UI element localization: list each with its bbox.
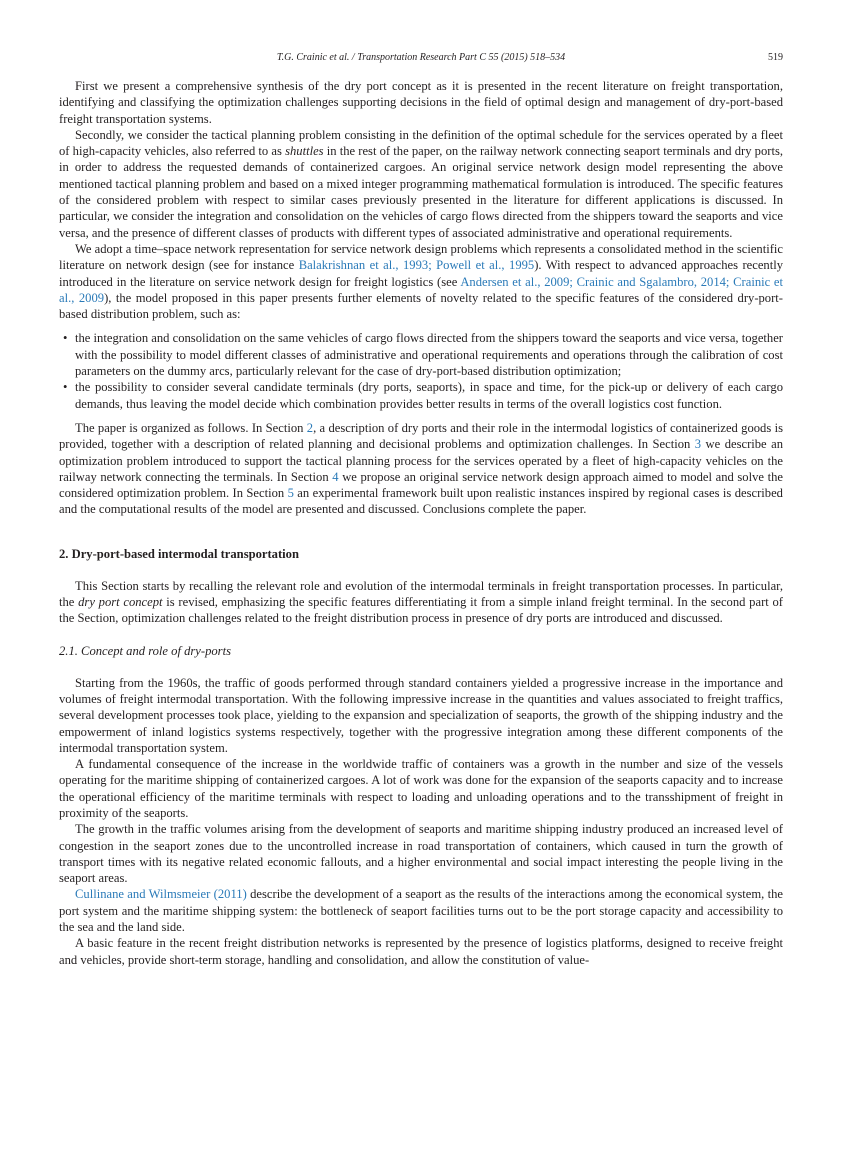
text-run: an experimental framework built upon realistic instances inspired by regional cases is described and the computational results of the model are presented and discussed. Conclusions complete the paper. — [59, 486, 783, 517]
section-link-3[interactable]: 3 — [694, 437, 702, 452]
text-run: This Section starts by recalling the relevant role and evolution of the intermodal terminals in freight transportation processes. In particular, the — [59, 578, 783, 610]
page — [59, 48, 783, 968]
section-2-1-paragraph-4 — [59, 886, 783, 935]
text-run: is revised, emphasizing the specific features differentiating it from a simple inland freight terminal. In the second part of the Section, optimization challenges related to the freight distribution process in presence of dry ports are introduced and discussed. — [59, 595, 783, 626]
intro-paragraph-4 — [59, 420, 783, 518]
section-2-paragraph-1 — [59, 578, 783, 627]
intro-paragraph-3 — [59, 241, 783, 322]
text-run: we describe an optimization problem introduced to support the tactical planning process for the services operated by a fleet of high-capacity vehicles on the railway network connecting the terminals. In Section — [59, 437, 783, 484]
text-run: The paper is organized as follows. In Section — [75, 420, 307, 435]
text-run: ), the model proposed in this paper presents further elements of novelty related to the specific features of the considered dry-port-based distribution problem, such as: — [59, 290, 783, 322]
intro-paragraph-1: First we present a comprehensive synthesis of the dry port concept as it is presented in the recent literature on freight transportation, identifying and classifying the optimization challenges supporting decisions in the field of optimal design and management of dry-port-based freight transportation systems. — [59, 79, 783, 126]
text-run: , a description of dry ports and their role in the intermodal logistics of containerized goods is provided, together with a description of related planning and decisional problems and optimization challenges. In Section — [59, 420, 783, 452]
text-run: in the rest of the paper, on the railway network connecting seaport terminals and dry ports, in order to address the requested demands of containerized cargoes. An original service network design model representing the above mentioned tactical planning problem and based on a mixed integer programming mathematical formulation is introduced. The specific features of the considered problem with respect to similar cases previously presented in the literature for different applications is discussed. In particular, we consider the integration and consolidation on the vehicles of cargo flows directed from the shippers toward the seaports and vice versa, and the presence of different classes of products with different types of associated administrative and operational requirements. — [59, 144, 784, 240]
text-run: ). With respect to advanced approaches recently introduced in the literature on service network design for freight logistics (see — [59, 258, 784, 289]
citation-link-balakrishnan-powell[interactable]: Balakrishnan et al., 1993; Powell et al., 1995 — [298, 258, 535, 273]
section-2-1-paragraph-1: Starting from the 1960s, the traffic of goods performed through standard containers yielded a progressive increase in the importance and volumes of freight intermodal transportation. With the following impressive increase in the quantities and values associated to freight traffics, several development processes took place, yielding to the expansion and specialization of seaports, the growth of the shipping industry and the empowerment of inland logistics systems respectively, together with the progressive integration among these different components of the intermodal transportation system. — [59, 675, 783, 755]
section-2-1-paragraph-5: A basic feature in the recent freight distribution networks is represented by the presence of logistics platforms, designed to receive freight and vehicles, provide short-term storage, handling and consolidation, and allow the constitution of value- — [59, 936, 783, 967]
running-title: T.G. Crainic et al. / Transportation Research Part C 55 (2015) 518–534 — [276, 52, 566, 63]
citation-link-cullinane[interactable]: Cullinane and Wilmsmeier (2011) — [75, 887, 247, 902]
list-item: • the possibility to consider several candidate terminals (dry ports, seaports), in space and time, for the pick-up or delivery of each cargo demands, thus leaving the model decide which combination provides better results in terms of the overall logistics cost function. — [59, 379, 783, 412]
running-header — [59, 48, 783, 70]
emphasis-dry-port-concept: dry port concept — [78, 595, 163, 610]
emphasis-shuttles: shuttles — [285, 144, 324, 159]
section-link-4[interactable]: 4 — [332, 469, 339, 484]
text-run: We adopt a time–space network representation for service network design problems which represents a consolidated method in the scientific literature on network design (see for instance — [59, 241, 783, 273]
section-2-1-paragraph-3: The growth in the traffic volumes arising from the development of seaports and maritime shipping industry produced an increased level of congestion in the seaport zones due to the uncontrolled increase in road transportation of containers, which caused in turn the growth of transport times with its negative related economic fallouts, and a higher environmental and social impact interesting the people living in the seaport areas. — [59, 822, 783, 886]
citation-link-andersen-crainic[interactable]: Andersen et al., 2009; Crainic and Sgalambro, 2014; Crainic et al., 2009 — [59, 274, 784, 305]
intro-paragraph-2 — [59, 127, 783, 241]
text-run: describe the development of a seaport as the results of the interactions among the economical system, the port system and the maritime shipping system: the bottleneck of seaport facilities turns out to be the port storage capacity and accessibility to the sea and the land side. — [59, 887, 783, 935]
section-2-heading: 2. Dry-port-based intermodal transportation — [59, 546, 299, 561]
section-2-1-heading: 2.1. Concept and role of dry-ports — [59, 643, 231, 658]
text-run: we propose an original service network design approach aimed to model and solve the considered optimization problem. In Section — [59, 469, 783, 501]
section-link-5[interactable]: 5 — [287, 486, 294, 501]
page-number: 519 — [768, 52, 783, 63]
section-2-1-paragraph-2: A fundamental consequence of the increase in the worldwide traffic of containers was a growth in the number and size of the vessels operating for the maritime shipping of containerized cargoes. A lot of work was done for the expansion of the seaports capacity and to increase the operational efficiency of the maritime terminals with respect to loading and unloading operations and to the transshipment of freight in proximity of the seaports. — [59, 757, 783, 820]
section-link-2[interactable]: 2 — [306, 420, 314, 435]
list-item: • the integration and consolidation on the same vehicles of cargo flows directed from the shippers toward the seaports and vice versa, together with the possibility to model different classes of administrative and operational requirements and operations through the calibration of cost parameters on the dummy arcs, particularly relevant for the case of dry-port-based distribution optimization; — [59, 330, 783, 379]
novelty-list — [59, 330, 783, 411]
text-run: Secondly, we consider the tactical planning problem consisting in the definition of the optimal schedule for the services operated by a fleet of high-capacity vehicles, also referred to as — [59, 127, 783, 159]
